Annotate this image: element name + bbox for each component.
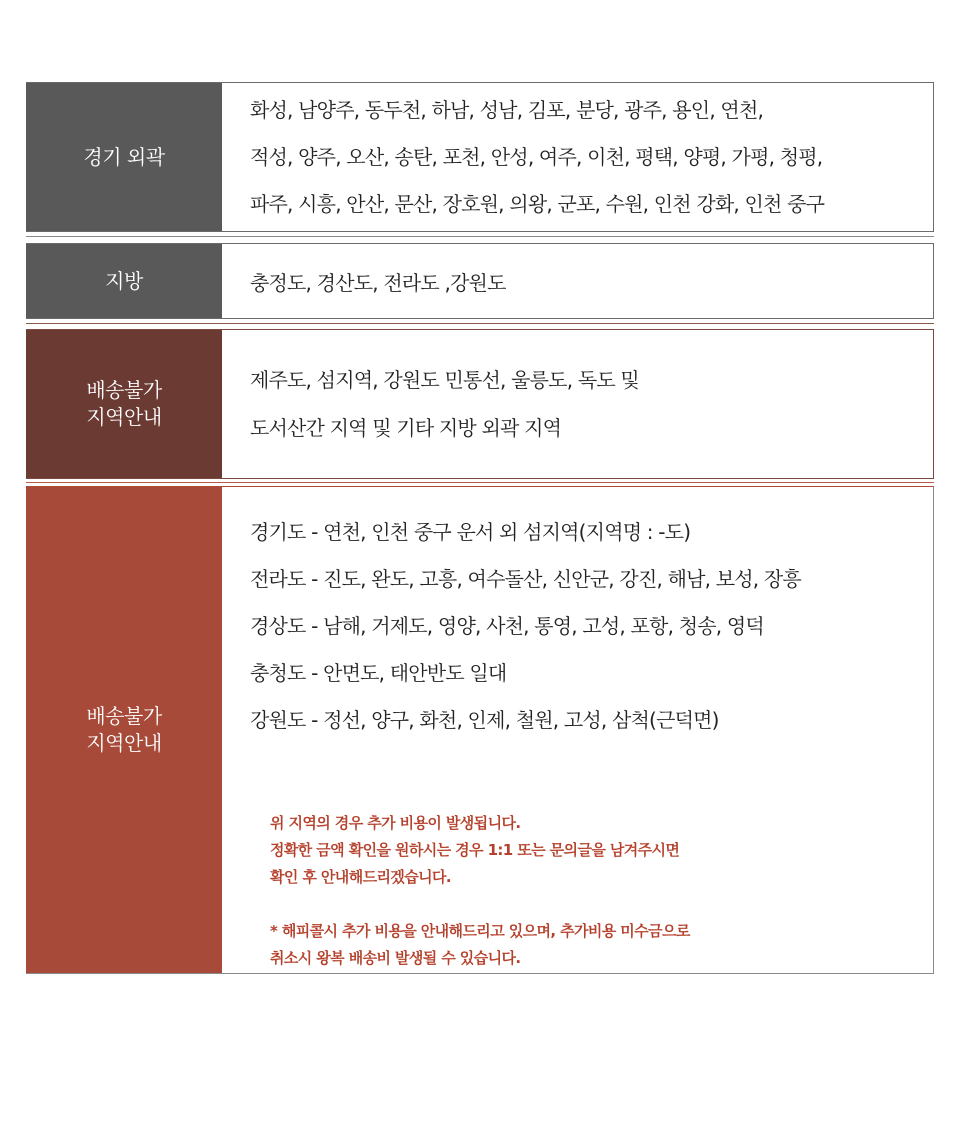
region-list-line: 강원도 - 정선, 양구, 화천, 인제, 철원, 고성, 삼척(근덕면) <box>250 708 719 732</box>
section-divider <box>26 236 934 237</box>
row-content <box>222 244 933 318</box>
row-content <box>222 83 933 231</box>
notice-line: 위 지역의 경우 추가 비용이 발생됩니다. <box>270 814 521 832</box>
row-label <box>26 487 222 973</box>
region-list-line: 전라도 - 진도, 완도, 고흥, 여수돌산, 신안군, 강진, 해남, 보성, 장흥 <box>250 567 801 591</box>
region-list-line: 화성, 남양주, 동두천, 하남, 성남, 김포, 분당, 광주, 용인, 연천, <box>250 97 764 122</box>
notice-block <box>250 810 933 972</box>
row-label-text: 지역안내 <box>86 405 162 429</box>
row-content <box>222 487 933 973</box>
row-label-text: 지방 <box>105 268 143 293</box>
section-divider <box>26 482 934 483</box>
region-row-provinces <box>26 243 934 319</box>
region-list-line: 적성, 양주, 오산, 송탄, 포천, 안성, 여주, 이천, 평택, 양평, 가평, 청평, <box>250 144 823 169</box>
region-row-extra-cost <box>26 486 934 974</box>
row-label-text: 배송불가 <box>86 378 162 402</box>
row-label <box>26 244 222 318</box>
row-label <box>26 83 222 231</box>
region-list-line: 도서산간 지역 및 기타 지방 외곽 지역 <box>250 416 562 440</box>
row-content <box>222 330 933 478</box>
region-row-undeliverable <box>26 329 934 479</box>
region-row-gyeonggi-outskirts <box>26 82 934 232</box>
notice-spacer <box>270 891 933 918</box>
row-label <box>26 330 222 478</box>
region-list-line: 경상도 - 남해, 거제도, 영양, 사천, 통영, 고성, 포항, 청송, 영덕 <box>250 614 764 638</box>
row-label-text: 배송불가 <box>86 704 162 728</box>
region-list-line: 파주, 시흥, 안산, 문산, 장호원, 의왕, 군포, 수원, 인천 강화, 인천 중구 <box>250 191 825 216</box>
notice-line: * 해피콜시 추가 비용을 안내해드리고 있으며, 추가비용 미수금으로 <box>270 922 690 940</box>
region-list-line: 경기도 - 연천, 인천 중구 운서 외 섬지역(지역명 : -도) <box>250 520 691 544</box>
region-list-line: 충청도 - 안면도, 태안반도 일대 <box>250 661 507 685</box>
region-list-line: 충정도, 경산도, 전라도 ,강원도 <box>250 270 506 295</box>
notice-line: 확인 후 안내해드리겠습니다. <box>270 868 452 886</box>
row-label-text: 경기 외곽 <box>83 144 165 169</box>
notice-line: 취소시 왕복 배송비 발생될 수 있습니다. <box>270 949 521 967</box>
notice-line: 정확한 금액 확인을 원하시는 경우 1:1 또는 문의글을 남겨주시면 <box>270 841 680 859</box>
section-divider <box>26 323 934 324</box>
row-label-text: 지역안내 <box>86 731 162 755</box>
region-list-line: 제주도, 섬지역, 강원도 민통선, 울릉도, 독도 및 <box>250 368 639 392</box>
